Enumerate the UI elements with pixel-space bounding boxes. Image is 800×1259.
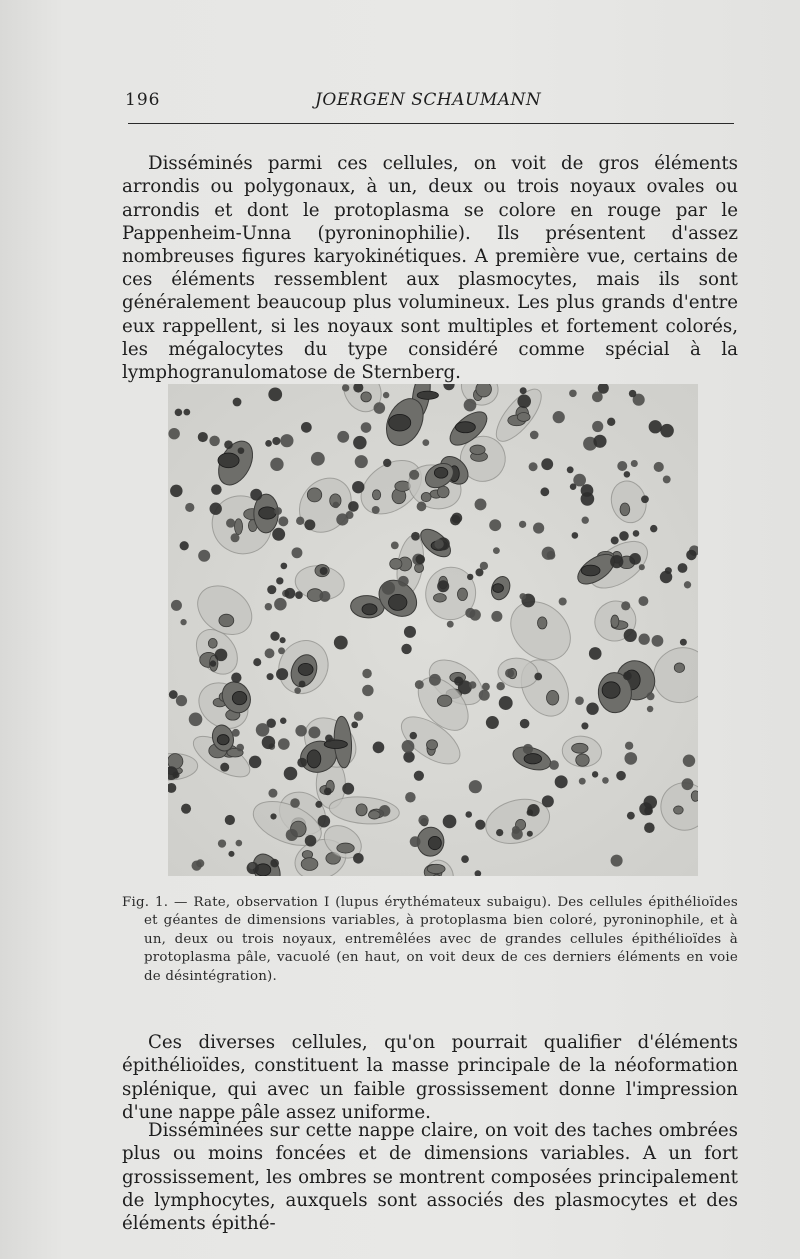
lymphocyte: [228, 851, 234, 857]
cell-nucleus: [395, 481, 411, 491]
lymphocyte: [175, 409, 183, 417]
caption-text: Fig. 1. — Rate, observation I (lupus érythémateux subaigu). Des cellules épithélioïdes et géantes de dimensions variables, à protoplasma bien coloré, pyroninophile, et à un, deux ou trois noyaux, entremêlées avec de grandes cellules épithélioïdes à protoplasma pâle, vacuolé (en haut, on voit deux de ces derniers éléments en voie de désintégration).: [122, 895, 738, 984]
lymphocyte: [422, 439, 429, 446]
lymphocyte: [233, 398, 242, 407]
lymphocyte: [520, 387, 527, 394]
lymphocyte: [276, 668, 288, 680]
cell-nucleus: [208, 638, 217, 648]
lymphocyte: [362, 685, 373, 696]
lymphocyte: [530, 431, 539, 440]
lymphocyte: [297, 758, 307, 768]
lymphocyte: [185, 503, 194, 512]
lymphocyte: [567, 466, 574, 473]
lymphocyte: [268, 388, 282, 402]
lymphocyte: [280, 434, 293, 447]
lymphocyte: [236, 744, 244, 752]
lymphocyte: [575, 696, 584, 705]
lymphocyte: [299, 681, 306, 688]
cell-nucleus: [307, 750, 321, 768]
header-rule: [128, 123, 734, 124]
cell-nucleus: [455, 422, 475, 433]
lymphocyte: [274, 598, 287, 611]
lymphocyte: [295, 725, 306, 736]
lymphocyte: [226, 518, 235, 527]
lymphocyte: [189, 713, 203, 727]
lymphocyte: [320, 567, 328, 575]
cell-nucleus: [389, 414, 411, 431]
cell-nucleus: [232, 691, 246, 704]
lymphocyte: [334, 636, 348, 650]
cell-nucleus: [427, 740, 438, 750]
lymphocyte: [284, 767, 298, 781]
lymphocyte: [224, 440, 233, 449]
cell-nucleus: [356, 804, 367, 816]
cell-nucleus: [437, 486, 449, 498]
micrograph-image: [168, 384, 698, 876]
lymphocyte: [684, 581, 691, 588]
lymphocyte: [231, 673, 241, 683]
lymphocyte: [352, 481, 364, 493]
lymphocyte: [398, 576, 409, 587]
lymphocyte: [572, 532, 579, 539]
lymphocyte: [372, 506, 380, 514]
lymphocyte: [181, 804, 191, 814]
lymphocyte: [631, 460, 638, 467]
lymphocyte: [519, 593, 526, 600]
lymphocyte: [410, 836, 421, 847]
lymphocyte: [683, 755, 695, 767]
lymphocyte: [318, 815, 331, 828]
lymphocyte: [482, 683, 490, 691]
lymphocyte: [678, 563, 688, 573]
lymphocyte: [168, 428, 179, 439]
lymphocyte: [342, 384, 349, 391]
lymphocyte: [437, 580, 449, 592]
lymphocyte: [278, 647, 285, 654]
lymphocyte: [284, 588, 295, 599]
lymphocyte: [534, 673, 542, 681]
lymphocyte: [351, 721, 358, 728]
running-head: JOERGEN SCHAUMANN: [315, 90, 542, 110]
lymphocyte: [169, 690, 178, 699]
cell-nucleus: [517, 412, 530, 421]
lymphocyte: [276, 577, 283, 584]
lymphocyte: [304, 519, 315, 530]
lymphocyte: [602, 777, 609, 784]
lymphocyte: [469, 681, 476, 688]
lymphocyte: [417, 502, 427, 512]
lymphocyte: [280, 637, 286, 643]
lymphocyte: [253, 658, 261, 666]
lymphocyte: [639, 564, 645, 570]
lymphocyte: [633, 530, 640, 537]
lymphocyte: [294, 687, 301, 694]
lymphocyte: [403, 751, 414, 762]
cell-nucleus: [620, 503, 630, 516]
lymphocyte: [654, 462, 664, 472]
lymphocyte: [176, 695, 187, 706]
lymphocyte: [265, 440, 272, 447]
lymphocyte: [467, 574, 473, 580]
lymphocyte: [593, 435, 606, 448]
lymphocyte: [512, 826, 520, 834]
cell-nucleus: [368, 811, 380, 819]
lymphocyte: [682, 778, 694, 790]
paragraph-1: Disséminés parmi ces cellules, on voit de gros éléments arrondis ou polygonaux, à un, deux ou trois noyaux ovales ou arrondis et dont le protoplasma se colore en rouge par le Pappenheim-Unna (pyroninophilie). Ils présentent d'assez nombreuses figures karyokinétiques. A première vue, certains de ces éléments ressemblent aux plasmocytes, mais ils sont généralement beaucoup plus volumineux. Les plus grands d'entre eux rappellent, si les noyaux sont multiples et fortement colorés, les mégalocytes du type considéré comme spécial à la lymphogranulomatose de Sternberg.: [122, 153, 738, 384]
lymphocyte: [170, 485, 182, 497]
cell-nucleus: [388, 594, 406, 610]
lymphocyte: [374, 402, 386, 414]
cell-nucleus: [301, 858, 318, 871]
lymphocyte: [353, 436, 366, 449]
lymphocyte: [171, 600, 182, 611]
lymphocyte: [184, 409, 191, 416]
lymphocyte: [337, 431, 349, 443]
lymphocyte: [542, 547, 555, 560]
lymphocyte: [592, 771, 598, 777]
lymphocyte: [665, 567, 672, 574]
lymphocyte: [362, 669, 372, 679]
lymphocyte: [211, 484, 222, 495]
lymphocyte: [270, 813, 276, 819]
lymphocyte: [301, 422, 312, 433]
lymphocyte: [409, 470, 419, 480]
lymphocyte: [629, 390, 636, 397]
lymphocyte: [607, 418, 615, 426]
lymphocyte: [447, 621, 454, 628]
lymphocyte: [238, 447, 245, 454]
cell-nucleus: [302, 851, 312, 859]
lymphocyte: [210, 660, 216, 666]
lymphocyte: [404, 626, 416, 638]
lymphocyte: [647, 706, 653, 712]
cell-nucleus: [234, 519, 242, 535]
lymphocyte: [272, 528, 285, 541]
lymphocyte: [278, 516, 288, 526]
lymphocyte: [411, 532, 420, 541]
lymphocyte: [333, 502, 340, 509]
cell-nucleus: [298, 663, 313, 675]
cell-nucleus: [218, 453, 239, 468]
lymphocyte: [198, 432, 208, 442]
lymphocyte: [267, 673, 274, 680]
lymphocyte: [469, 780, 482, 793]
lymphocyte: [520, 719, 530, 729]
lymphocyte: [383, 392, 389, 398]
cell-nucleus: [219, 614, 234, 627]
lymphocyte: [210, 503, 222, 515]
lymphocyte: [461, 855, 469, 863]
cell-nucleus: [493, 584, 504, 593]
lymphocyte: [274, 507, 282, 515]
lymphocyte: [475, 820, 485, 830]
lymphocyte: [663, 475, 671, 483]
lymphocyte: [611, 855, 623, 867]
lymphocyte: [218, 839, 226, 847]
cell-nucleus: [307, 488, 321, 502]
lymphocyte: [616, 771, 626, 781]
lymphocyte: [589, 647, 602, 660]
lymphocyte: [270, 632, 279, 641]
lymphocyte: [610, 555, 623, 568]
lymphocyte: [379, 805, 391, 817]
lymphocyte: [209, 436, 219, 446]
lymphocyte: [553, 411, 565, 423]
lymphocyte: [415, 555, 425, 565]
lymphocyte: [414, 771, 424, 781]
lymphocyte: [540, 487, 549, 496]
lymphocyte: [180, 541, 189, 550]
lymphocyte: [542, 795, 554, 807]
cell-nucleus: [434, 594, 447, 603]
lymphocyte: [215, 649, 228, 662]
lymphocyte: [680, 639, 687, 646]
cell-nucleus: [217, 735, 229, 745]
lymphocyte: [173, 772, 180, 779]
lymphocyte: [519, 521, 526, 528]
lymphocyte: [638, 596, 648, 606]
paragraph-3: Disséminées sur cette nappe claire, on voit des taches ombrées plus ou moins foncées et de dimensions variables. A un fort grossissement, les ombres se montrent composées principalement de lymphocytes, auxquels sont associés des plasmocytes et des éléments épithé-: [122, 1120, 738, 1234]
lymphocyte: [464, 399, 477, 412]
lymphocyte: [611, 536, 619, 544]
lymphocyte: [586, 703, 598, 715]
lymphocyte: [267, 585, 276, 594]
lymphocyte: [272, 437, 280, 445]
lymphocyte: [225, 815, 235, 825]
lymphocyte: [686, 550, 696, 560]
lymphocyte: [250, 489, 262, 501]
lymphocyte: [489, 519, 501, 531]
lymphocyte: [465, 608, 475, 618]
lymphocyte: [236, 840, 243, 847]
lymphocyte: [479, 690, 490, 701]
lymphocyte: [555, 775, 568, 788]
cell-nucleus: [611, 615, 619, 628]
paragraph-2: Ces diverses cellules, qu'on pourrait qualifier d'éléments épithélioïdes, constituent la masse principale de la néoformation splénique, qui avec un faible grossissement donne l'impression d'une nappe pâle assez uniforme.: [122, 1032, 738, 1123]
cell-nucleus: [470, 445, 485, 454]
lymphocyte: [311, 452, 325, 466]
cell-nucleus: [691, 791, 698, 802]
cell-nucleus: [337, 843, 354, 853]
lymphocyte: [621, 601, 630, 610]
lymphocyte: [644, 807, 653, 816]
lymphocyte: [623, 671, 632, 680]
lymphocyte: [325, 734, 333, 742]
lymphocyte: [315, 801, 322, 808]
lymphocyte: [660, 424, 674, 438]
lymphocyte: [541, 458, 553, 470]
lymphocyte: [434, 539, 443, 548]
lymphocyte: [415, 680, 424, 689]
cell-nucleus: [674, 663, 684, 673]
lymphocyte: [650, 525, 657, 532]
lymphocyte: [249, 863, 256, 870]
lymphocyte: [361, 422, 372, 433]
lymphocyte: [324, 788, 332, 796]
micrograph-figure: [168, 384, 698, 876]
lymphocyte: [627, 812, 635, 820]
lymphocyte: [581, 722, 588, 729]
lymphocyte: [391, 541, 399, 549]
lymphocyte: [281, 563, 288, 570]
lymphocyte: [579, 778, 586, 785]
lymphocyte: [286, 829, 298, 841]
lymphocyte: [624, 752, 637, 765]
lymphocyte: [499, 696, 513, 710]
lymphocyte: [292, 547, 303, 558]
cell-nucleus: [524, 754, 542, 764]
lymphocyte: [295, 591, 303, 599]
lymphocyte: [493, 547, 500, 554]
lymphocyte: [523, 744, 533, 754]
cell-nucleus: [437, 695, 451, 706]
cell-nucleus: [421, 492, 431, 501]
lymphocyte: [382, 581, 395, 594]
lymphocyte: [305, 835, 317, 847]
lymphocyte: [644, 822, 655, 833]
lymphocyte: [405, 792, 416, 803]
lymphocyte: [198, 550, 210, 562]
figure-caption: [122, 894, 738, 986]
lymphocyte: [256, 723, 270, 737]
cell-nucleus: [576, 754, 590, 766]
lymphocyte: [270, 458, 283, 471]
lymphocyte: [592, 391, 603, 402]
lymphocyte: [496, 682, 504, 690]
lymphocyte: [443, 815, 457, 829]
lymphocyte: [454, 677, 463, 686]
lymphocyte: [418, 815, 428, 825]
cell-nucleus: [361, 392, 371, 402]
lymphocyte: [319, 591, 330, 602]
cell-nucleus: [434, 467, 447, 478]
lymphocyte: [465, 811, 472, 818]
lymphocyte: [265, 648, 275, 658]
lymphocyte: [280, 717, 286, 723]
cell-nucleus: [581, 565, 600, 576]
lymphocyte: [401, 644, 411, 654]
lymphocyte: [496, 829, 503, 836]
cell-nucleus: [457, 588, 467, 600]
lymphocyte: [342, 783, 354, 795]
lymphocyte: [517, 394, 531, 408]
lymphocyte: [355, 455, 368, 468]
lymphocyte: [265, 603, 272, 610]
cell-nucleus: [417, 391, 438, 399]
lymphocyte: [475, 499, 487, 511]
cell-nucleus: [602, 682, 620, 699]
lymphocyte: [629, 553, 641, 565]
lymphocyte: [348, 501, 359, 512]
lymphocyte: [353, 853, 364, 864]
cell-nucleus: [427, 864, 445, 873]
lymphocyte: [373, 742, 385, 754]
lymphocyte: [639, 634, 650, 645]
lymphocyte: [308, 726, 320, 738]
lymphocyte: [383, 459, 391, 467]
cell-nucleus: [572, 743, 588, 753]
lymphocyte: [527, 831, 533, 837]
lymphocyte: [249, 756, 262, 769]
lymphocyte: [617, 461, 627, 471]
cell-nucleus: [362, 604, 377, 615]
lymphocyte: [180, 619, 186, 625]
lymphocyte: [581, 484, 594, 497]
lymphocyte: [220, 763, 229, 772]
lymphocyte: [569, 390, 577, 398]
lymphocyte: [262, 736, 275, 749]
cell-nucleus: [546, 690, 558, 705]
lymphocyte: [450, 515, 461, 526]
lymphocyte: [652, 635, 664, 647]
lymphocyte: [619, 531, 629, 541]
lymphocyte: [529, 462, 538, 471]
lymphocyte: [582, 517, 589, 524]
lymphocyte: [491, 611, 502, 622]
lymphocyte: [429, 674, 441, 686]
page-number: 196: [125, 90, 161, 110]
lymphocyte: [410, 732, 417, 739]
lymphocyte: [570, 483, 577, 490]
lymphocyte: [278, 738, 290, 750]
lymphocyte: [231, 533, 240, 542]
lymphocyte: [624, 629, 637, 642]
lymphocyte: [592, 421, 603, 432]
lymphocyte: [192, 860, 202, 870]
lymphocyte: [268, 789, 277, 798]
lymphocyte: [232, 729, 240, 737]
lymphocyte: [296, 517, 304, 525]
lymphocyte: [647, 692, 655, 700]
lymphocyte: [625, 742, 633, 750]
lymphocyte: [527, 804, 539, 816]
lymphocyte: [402, 740, 415, 753]
lymphocyte: [641, 495, 649, 503]
lymphocyte: [486, 716, 499, 729]
lymphocyte: [559, 597, 567, 605]
cell-nucleus: [372, 490, 380, 500]
cell-nucleus: [428, 836, 441, 849]
lymphocyte: [290, 798, 300, 808]
cell-nucleus: [259, 507, 276, 519]
lymphocyte: [549, 760, 559, 770]
lymphocyte: [354, 712, 363, 721]
cell-nucleus: [476, 384, 492, 397]
cell-nucleus: [674, 806, 684, 814]
lymphocyte: [505, 669, 514, 678]
lymphocyte: [346, 511, 354, 519]
lymphocyte: [475, 568, 483, 576]
page-header: [125, 86, 735, 116]
lymphocyte: [624, 471, 631, 478]
cell-nucleus: [390, 558, 402, 569]
lymphocyte: [649, 420, 662, 433]
lymphocyte: [533, 522, 544, 533]
lymphocyte: [270, 859, 279, 868]
cell-nucleus: [537, 617, 546, 629]
